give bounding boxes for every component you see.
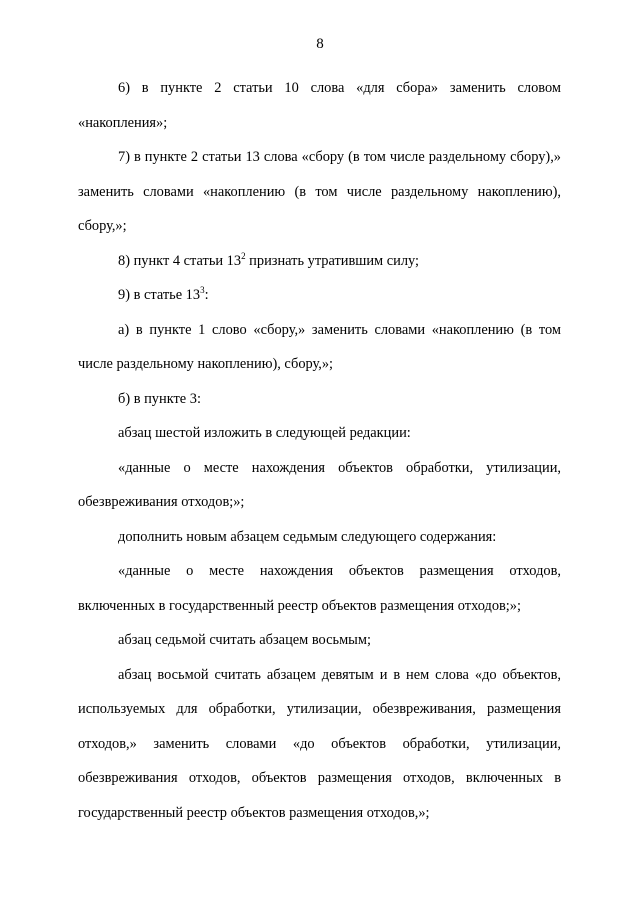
- paragraph-item-8-tail: признать утратившим силу;: [245, 252, 420, 269]
- page-number: 8: [316, 36, 324, 52]
- document-body: [78, 71, 561, 830]
- paragraph-abzats-6-instruction: абзац шестой изложить в следующей редакции:: [118, 425, 411, 441]
- paragraph-item-7: 7) в пункте 2 статьи 13 слова «сбору (в том числе раздельному сбору),» заменить словами «накоплению (в том числе раздельному накоплению), сбору,»;: [78, 149, 561, 234]
- paragraph-subitem-a: а) в пункте 1 слово «сбору,» заменить словами «накоплению (в том числе раздельному накоплению), сбору,»;: [78, 321, 561, 372]
- superscript-3: 3: [200, 285, 205, 296]
- paragraph-renumber-7-8: абзац седьмой считать абзацем восьмым;: [118, 632, 371, 648]
- paragraph-item-9-text: 9) в статье 13: [118, 287, 201, 303]
- paragraph-item-8-text: 8) пункт 4 статьи 13: [118, 252, 242, 269]
- paragraph-abzats-6-quote: «данные о месте нахождения объектов обработки, утилизации, обезвреживания отходов;»;: [78, 459, 561, 510]
- superscript-2: 2: [241, 250, 246, 261]
- paragraph-item-9-tail: :: [204, 287, 209, 303]
- paragraph-renumber-8-9: абзац восьмой считать абзацем девятым и в нем слова «до объектов, используемых для обработки, утилизации, обезвреживания, размещения отходов,» заменить словами «до объектов обработки, утилизации, обезвреживания отходов, объектов размещения отходов, включенных в государственный реестр объектов размещения отходов,»;: [78, 666, 561, 821]
- paragraph-item-8: [78, 244, 561, 279]
- paragraph-subitem-b: б) в пункте 3:: [118, 390, 201, 407]
- paragraph-item-9: [78, 278, 561, 313]
- paragraph-add-abzats-7: дополнить новым абзацем седьмым следующего содержания:: [118, 528, 497, 545]
- paragraph-item-6: 6) в пункте 2 статьи 10 слова «для сбора» заменить словом «накопления»;: [78, 80, 561, 131]
- paragraph-abzats-7-quote: «данные о месте нахождения объектов размещения отходов, включенных в государственный реестр объектов размещения отходов;»;: [78, 563, 561, 614]
